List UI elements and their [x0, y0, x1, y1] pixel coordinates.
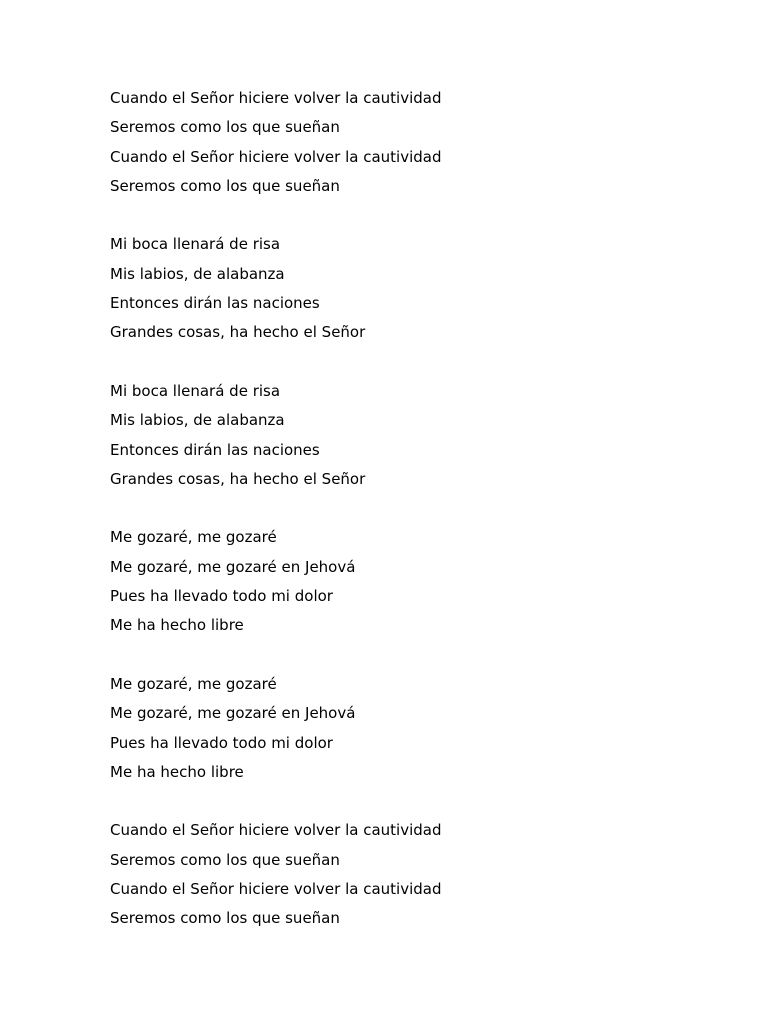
lyric-line: Seremos como los que sueñan: [110, 909, 340, 928]
lyric-line: Me gozaré, me gozaré: [110, 528, 277, 547]
lyric-line: Pues ha llevado todo mi dolor: [110, 733, 333, 752]
lyric-line: Pues ha llevado todo mi dolor: [110, 587, 333, 606]
lyric-line: Grandes cosas, ha hecho el Señor: [110, 469, 366, 488]
document-page: [110, 84, 730, 934]
lyric-line: Seremos como los que sueñan: [110, 176, 340, 195]
stanza: [110, 230, 730, 347]
lyric-line: Me gozaré, me gozaré en Jehová: [110, 557, 356, 576]
stanza: [110, 377, 730, 494]
lyric-line: Grandes cosas, ha hecho el Señor: [110, 323, 366, 342]
lyric-line: Seremos como los que sueñan: [110, 118, 340, 137]
lyric-line: Mi boca llenará de risa: [110, 381, 281, 400]
lyric-line: Cuando el Señor hiciere volver la cautividad: [110, 821, 442, 840]
lyric-line: Mis labios, de alabanza: [110, 264, 285, 283]
lyric-line: Entonces dirán las naciones: [110, 440, 320, 459]
lyric-line: Me ha hecho libre: [110, 616, 244, 635]
stanza: [110, 84, 730, 201]
stanza: [110, 816, 730, 933]
lyric-line: Cuando el Señor hiciere volver la cautividad: [110, 147, 442, 166]
lyric-line: Cuando el Señor hiciere volver la cautividad: [110, 880, 442, 899]
lyric-line: Mis labios, de alabanza: [110, 411, 285, 430]
lyric-line: Cuando el Señor hiciere volver la cautividad: [110, 89, 442, 107]
lyric-line: Entonces dirán las naciones: [110, 294, 320, 313]
stanza: [110, 523, 730, 640]
lyric-line: Seremos como los que sueñan: [110, 850, 340, 869]
stanza: [110, 670, 730, 787]
lyric-line: Me gozaré, me gozaré en Jehová: [110, 704, 356, 723]
lyric-line: Me ha hecho libre: [110, 762, 244, 781]
lyric-line: Mi boca llenará de risa: [110, 235, 281, 254]
lyric-line: Me gozaré, me gozaré: [110, 674, 277, 693]
